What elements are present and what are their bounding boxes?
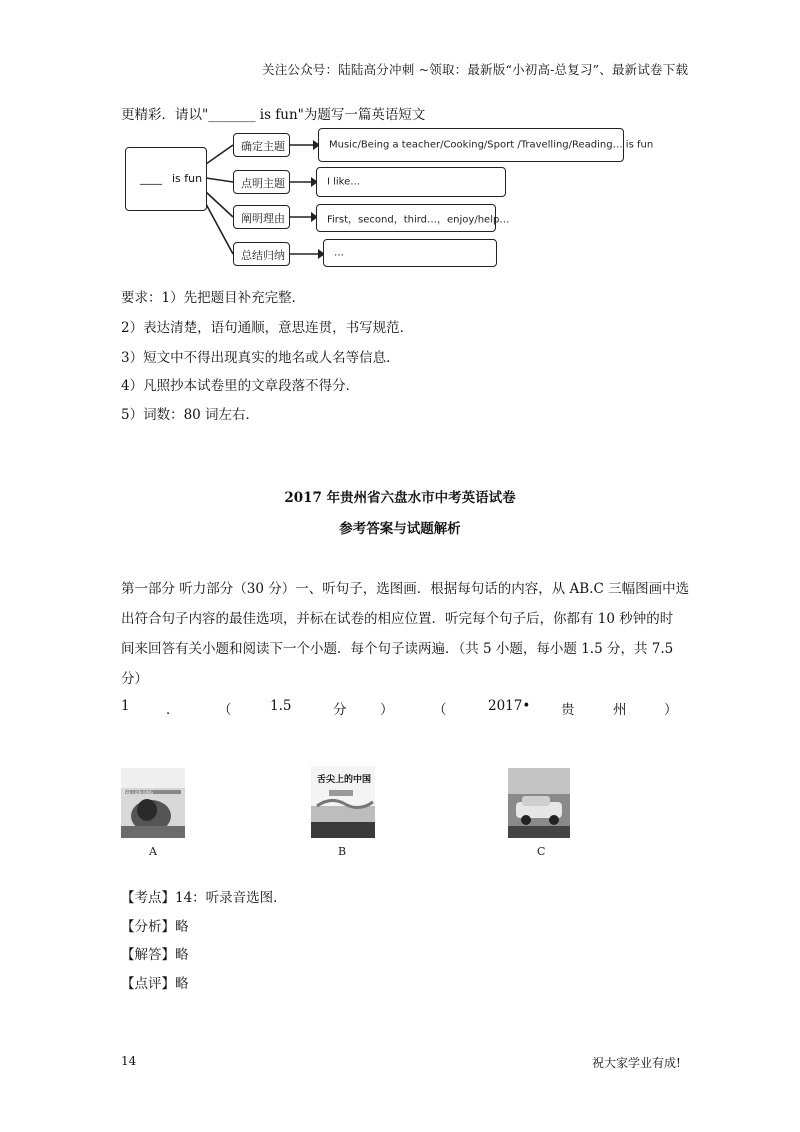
content-2: I like… (327, 176, 361, 188)
requirement-5: 5）词数：80 词左右． (121, 407, 260, 423)
car-movie-poster-icon (508, 768, 570, 838)
source-year: 2017• (488, 698, 531, 714)
writing-mind-map (0, 0, 800, 300)
requirement-3: 3）短文中不得出现真实的地名或人名等信息． (121, 350, 400, 366)
requirement-2: 2）表达清楚，语句通顺，意思连贯，书写规范． (121, 320, 414, 336)
section-line-3: 间来回答有关小题和阅读下一个小题．每个句子读两遍．（共 5 小题，每小题 1.5 分，共 7.5 (121, 641, 674, 657)
option-b-image (311, 766, 375, 838)
answer-title: 2017 年贵州省六盘水市中考英语试卷 (284, 490, 516, 506)
score-paren-open: （ (218, 702, 232, 718)
source-paren-close: ） (664, 702, 678, 718)
option-a-image (121, 768, 185, 838)
label-3: 阐明理由 (241, 212, 285, 225)
label-box-4 (233, 242, 290, 266)
content-4: … (334, 247, 344, 259)
question-dot: ． (166, 702, 180, 718)
content-box-3 (316, 204, 510, 232)
option-c-image (508, 768, 570, 838)
source-paren-open: （ (433, 702, 447, 718)
topic-box (125, 147, 207, 211)
question-number: 1 (121, 698, 130, 714)
topic-text: is fun (172, 172, 203, 185)
content-box-4 (323, 239, 497, 267)
analysis-kaodian: 【考点】14：听录音选图． (121, 890, 287, 906)
label-box-1 (233, 133, 290, 157)
label-1: 确定主题 (241, 140, 285, 153)
label-box-2 (233, 170, 290, 194)
section-line-4: 分） (121, 671, 148, 687)
requirement-4: 4）凡照抄本试卷里的文章段落不得分． (121, 378, 360, 394)
option-b-title: 舌尖上的中国 (317, 775, 372, 785)
analysis-fenxi: 【分析】略 (121, 919, 189, 935)
option-a-title: THE LION KING (123, 790, 153, 795)
option-c-caption: C (537, 845, 546, 858)
score-paren-close: ） (380, 702, 394, 718)
page-header: 关注公众号：陆陆高分冲刺 ~领取：最新版“小初高-总复习”、最新试卷下载 (262, 62, 689, 77)
prompt-line: 更精彩．请以"_______ is fun"为题写一篇英语短文 (121, 107, 426, 123)
topic-blank: ____ (140, 172, 162, 185)
option-a-caption: A (149, 845, 157, 858)
score-unit: 分 (333, 702, 347, 718)
answer-subtitle: 参考答案与试题解析 (339, 521, 461, 537)
question-score: 1.5 (270, 698, 292, 714)
requirement-1: 要求：1）先把题目补充完整． (121, 290, 306, 306)
option-b-caption: B (338, 845, 347, 858)
footer-motto: 祝大家学业有成! (592, 1056, 681, 1070)
label-box-3 (233, 205, 290, 229)
section-line-1: 第一部分 听力部分（30 分）一、听句子，选图画．根据每句话的内容，从 AB.C 三幅图画中选 (121, 581, 690, 597)
page-number: 14 (121, 1054, 137, 1068)
source-place-2: 州 (613, 702, 627, 718)
label-4: 总结归纳 (241, 249, 285, 262)
content-box-2 (316, 167, 506, 197)
source-place-1: 贵 (561, 702, 575, 718)
analysis-dianping: 【点评】略 (121, 976, 189, 992)
content-3: First，second，third…，enjoy/help… (327, 214, 510, 226)
analysis-jieda: 【解答】略 (121, 947, 189, 963)
label-2: 点明主题 (241, 177, 285, 190)
content-1: Music/Being a teacher/Cooking/Sport /Travelling/Reading… is fun (329, 139, 654, 151)
lion-king-poster-icon (121, 768, 185, 838)
content-box-1 (318, 128, 654, 162)
section-line-2: 出符合句子内容的最佳选项，并标在试卷的相应位置．听完每个句子后，你都有 10 秒钟的时 (121, 611, 674, 627)
